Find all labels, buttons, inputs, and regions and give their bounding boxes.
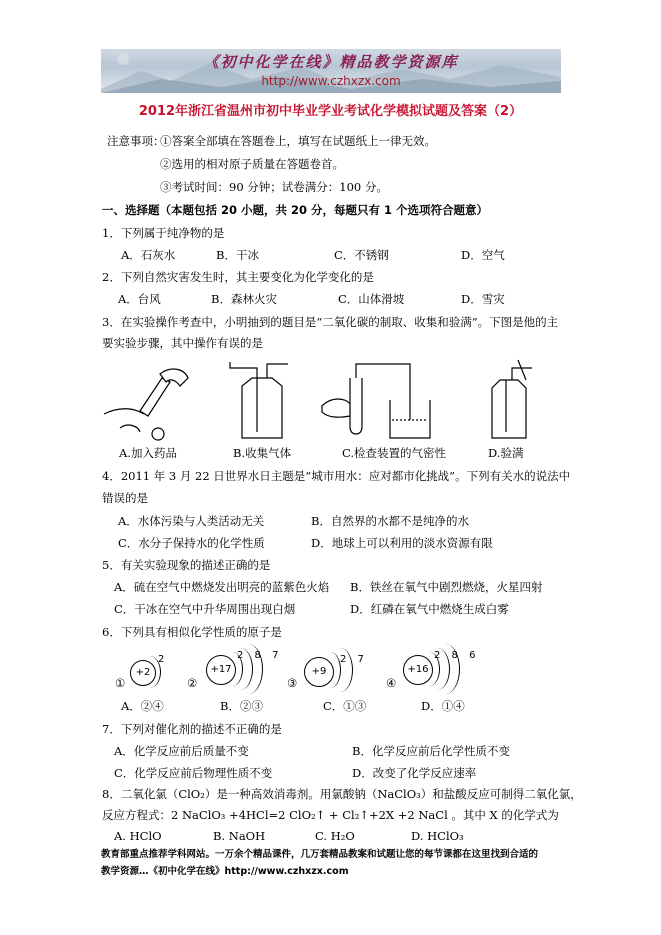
atom-3-nucleus: +9	[304, 657, 334, 687]
apparatus-d-checking-full	[492, 360, 532, 438]
q8-stem-line1: 8．二氧化氯（ClO₂）是一种高效消毒剂。用氯酸钠（NaClO₃）和盐酸反应可制得二氧化氯，	[102, 787, 582, 801]
q1-stem: 1．下列属于纯净物的是	[102, 226, 225, 240]
footer-line-2: 教学资源…《初中化学在线》http://www.czhxzx.com	[101, 866, 349, 877]
q1-option-d: D．空气	[461, 248, 505, 262]
atom-3-shells: 2 7	[340, 654, 368, 665]
q5-option-c: C．干冰在空气中升华周围出现白烟	[114, 602, 296, 616]
q6-option-d: D．①④	[421, 699, 465, 713]
q3-option-c: C.检查装置的气密性	[342, 446, 447, 460]
q8-option-a: A. HClO	[114, 829, 162, 843]
q7-option-b: B．化学反应前后化学性质不变	[352, 744, 510, 758]
q7-option-c: C．化学反应前后物理性质不变	[114, 766, 273, 780]
q2-stem: 2．下列自然灾害发生时，其主要变化为化学变化的是	[102, 270, 374, 284]
q5-stem: 5．有关实验现象的描述正确的是	[102, 558, 271, 572]
q1-option-a: A．石灰水	[121, 248, 176, 262]
section-heading: 一、选择题（本题包括 20 小题，共 20 分，每题只有 1 个选项符合题意）	[102, 203, 489, 217]
q3-stem-line1: 3．在实验操作考查中，小明抽到的题目是“二氧化碳的制取、收集和验满”。下图是他的主	[102, 315, 559, 329]
q3-option-a: A.加入药品	[119, 446, 177, 460]
atom-4-nucleus: +16	[403, 655, 433, 685]
q3-stem-line2: 要实验步骤，其中操作有误的是	[102, 336, 263, 350]
q3-option-d: D.验满	[488, 446, 524, 460]
apparatus-a-adding-reagent	[104, 369, 188, 440]
q6-option-a: A．②④	[121, 699, 164, 713]
q2-option-d: D．雪灾	[461, 292, 505, 306]
banner-url[interactable]: http://www.czhxzx.com	[261, 74, 401, 88]
atom-1-nucleus: +2	[130, 660, 156, 686]
q8-option-b: B. NaOH	[213, 829, 266, 843]
atom-4-shells: 2 8 6	[434, 650, 480, 661]
atom-2-nucleus: +17	[206, 655, 236, 685]
q5-option-b: B．铁丝在氧气中剧烈燃烧，火星四射	[350, 580, 543, 594]
q7-option-a: A．化学反应前后质量不变	[114, 744, 249, 758]
q7-option-d: D．改变了化学反应速率	[352, 766, 477, 780]
q2-option-c: C．山体滑坡	[338, 292, 405, 306]
q1-option-b: B．干冰	[216, 248, 259, 262]
atom-1-shells: 2	[158, 654, 165, 665]
note-2: ②选用的相对原子质量在答题卷首。	[160, 157, 344, 171]
atom-1-label: ①	[115, 676, 126, 690]
q2-option-b: B．森林火灾	[211, 292, 277, 306]
atom-3-label: ③	[287, 676, 298, 690]
atom-4-label: ④	[386, 676, 397, 690]
banner-title: 《初中化学在线》精品教学资源库	[203, 53, 459, 71]
document-title: 2012年浙江省温州市初中毕业学业考试化学模拟试题及答案（2）	[138, 104, 523, 119]
atom-2-label: ②	[187, 676, 198, 690]
atom-2-shells: 2 8 7	[237, 650, 283, 661]
q7-stem: 7．下列对催化剂的描述不正确的是	[102, 722, 282, 736]
q5-option-a: A．硫在空气中燃烧发出明亮的蓝紫色火焰	[114, 580, 330, 594]
notes-label: 注意事项：	[107, 134, 165, 148]
q4-option-b: B．自然界的水都不是纯净的水	[311, 514, 469, 528]
q1-option-c: C．不锈钢	[334, 248, 389, 262]
q8-option-d: D. HClO₃	[411, 829, 464, 843]
q8-option-c: C. H₂O	[315, 829, 355, 843]
q3-option-b: B.收集气体	[233, 446, 292, 460]
q4-stem-line2: 错误的是	[102, 491, 148, 505]
q4-option-d: D．地球上可以利用的淡水资源有限	[311, 536, 493, 550]
page-footer	[101, 846, 538, 880]
q2-option-a: A．台风	[118, 292, 161, 306]
apparatus-b-gas-bottle	[230, 362, 288, 438]
note-3: ③考试时间：90 分钟；试卷满分：100 分。	[160, 180, 388, 194]
apparatus-c-airtightness	[322, 364, 430, 438]
q4-option-a: A．水体污染与人类活动无关	[118, 514, 265, 528]
footer-line-1: 教育部重点推荐学科网站。一万余个精品课件，几万套精品教案和试题让您的每节课都在这里找到合适的	[101, 849, 539, 860]
q8-stem-line2: 反应方程式：2 NaClO₃ +4HCl=2 ClO₂↑ + Cl₂↑+2X +2 NaCl 。其中 X 的化学式为	[102, 808, 559, 822]
note-1: ①答案全部填在答题卷上，填写在试题纸上一律无效。	[160, 134, 436, 148]
q6-option-b: B．②③	[220, 699, 263, 713]
header-banner	[101, 49, 561, 93]
q6-option-c: C．①③	[323, 699, 367, 713]
q4-stem-line1: 4．2011 年 3 月 22 日世界水日主题是“城市用水：应对都市化挑战”。下列有关水的说法中	[102, 469, 571, 483]
q4-option-c: C．水分子保持水的化学性质	[118, 536, 265, 550]
q5-option-d: D．红磷在氧气中燃烧生成白雾	[350, 602, 509, 616]
q3-apparatus-figure	[100, 356, 560, 446]
q6-stem: 6．下列具有相似化学性质的原子是	[102, 625, 282, 639]
